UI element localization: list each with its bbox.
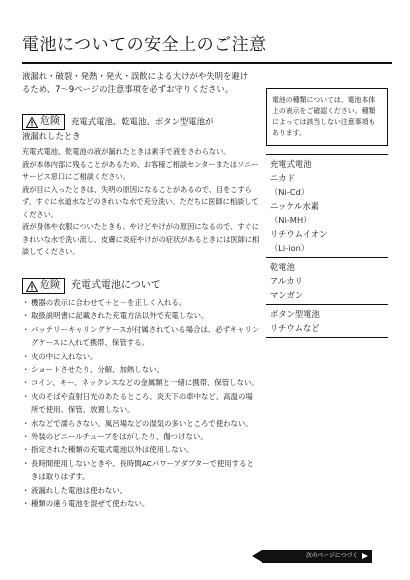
list-item: ・ 取扱説明書に記載された充電方法以外で充電しない。: [22, 309, 260, 322]
page-title: 電池についての安全上のご注意: [22, 34, 392, 64]
battery-name: リチウムイオン: [270, 229, 328, 239]
paragraph: 液が本体内部に残ることがあるため、お客様ご相談センターまたはソニーサービス窓口にご相談ください。: [22, 159, 259, 181]
sidebar-note: 電池の種類については、電池本体上の表示をご確認ください。種類によっては該当しない注意事項もあります。: [266, 88, 388, 146]
list-item: ・ バッテリーキャリングケースが付属されている場合は、必ずキャリングケースに入れて携帯、保管する。: [22, 323, 260, 350]
battery-name: マンガン: [270, 290, 304, 300]
battery-type-sidebar: [266, 88, 388, 338]
warning-triangle-icon: [26, 281, 38, 292]
danger-label: [22, 278, 65, 294]
warning-triangle-icon: [26, 117, 38, 128]
intro-text: 液漏れ・破裂・発熱・発火・誤飲による大けがや失明を避けるため、7〜9ページの注意事項を必ずお守りください。: [22, 71, 249, 94]
battery-name: アルカリ: [270, 276, 303, 286]
list-item: ・ 長時間使用しないときや、長時間ACパワーアダプターで使用するときは取りはずす。: [22, 457, 260, 484]
danger-label: [22, 114, 65, 130]
group-heading: 充電式電池: [270, 159, 312, 169]
arrow-right-icon: [362, 553, 368, 559]
group-heading: ボタン型電池: [270, 309, 320, 319]
list-item: ・ コイン、キー、ネックレスなどの金属類と一緒に携帯、保管しない。: [22, 376, 260, 389]
warning-title-line2: 液漏れしたとき: [22, 131, 81, 141]
button-cell-group: [266, 304, 388, 337]
dry-cell-group: [266, 257, 388, 304]
list-item: ・ 液漏れした電池は使わない。: [22, 484, 260, 497]
rechargeable-bullet-list: [22, 296, 260, 511]
battery-code: （Li-ion）: [270, 243, 310, 253]
paragraph: 液が目に入ったときは、失明の原因になることがあるので、目をこすらず、すぐに水道水などのきれいな水で充分洗い、ただちに医師に相談してください。: [22, 184, 259, 219]
warning-header-leak: [22, 114, 262, 143]
warning-title-line1: 充電式電池、乾電池、ボタン型電池が: [71, 116, 214, 127]
battery-name: ニッケル水素: [270, 201, 320, 211]
group-heading: 乾電池: [270, 262, 295, 272]
list-item: ・ 機器の表示に合わせて＋と－を正しく入れる。: [22, 296, 260, 309]
list-item: ・ 水などで濡らさない。風呂場などの湿気の多いところで使わない。: [22, 417, 260, 430]
battery-name: ニカド: [270, 173, 295, 183]
battery-code: （Ni-MH）: [270, 215, 312, 225]
battery-name: リチウムなど: [270, 323, 320, 333]
list-item: ・ ショートさせたり、分解、加熱しない。: [22, 363, 260, 376]
warning-title: 充電式電池について: [71, 279, 161, 291]
list-item: ・ 指定された種類の充電式電池以外は使用しない。: [22, 443, 260, 456]
paragraph: 液が身体や衣服についたときも、やけどやけがの原因になるので、すぐにきれいな水で洗い流し、皮膚に炎症やけがの症状があるときには医師に相談してください。: [22, 222, 260, 256]
warning-header-rechargeable: [22, 278, 262, 294]
list-item: ・ 種類の違う電池を混ぜて使わない。: [22, 497, 260, 510]
list-item: ・ 外装のビニールチューブをはがしたり、傷つけない。: [22, 430, 260, 443]
danger-label-text: 危険: [40, 115, 60, 127]
warning-leak-body: [22, 146, 260, 259]
next-page-tab: [262, 550, 372, 563]
list-item: ・ 火の中に入れない。: [22, 350, 260, 363]
sidebar-divider: [266, 337, 388, 338]
next-page-label: 次のページにつづく: [306, 553, 358, 559]
battery-code: （Ni-Cd）: [270, 187, 310, 197]
list-item: ・ 火のそばや直射日光のあたるところ、炎天下の車中など、高温の場所で使用、保管、放置しない。: [22, 390, 260, 417]
paragraph: 充電式電池、乾電池の液が漏れたときは素手で液をさわらない。: [22, 147, 231, 156]
rechargeable-group: [266, 154, 388, 257]
danger-label-text: 危険: [40, 279, 60, 291]
